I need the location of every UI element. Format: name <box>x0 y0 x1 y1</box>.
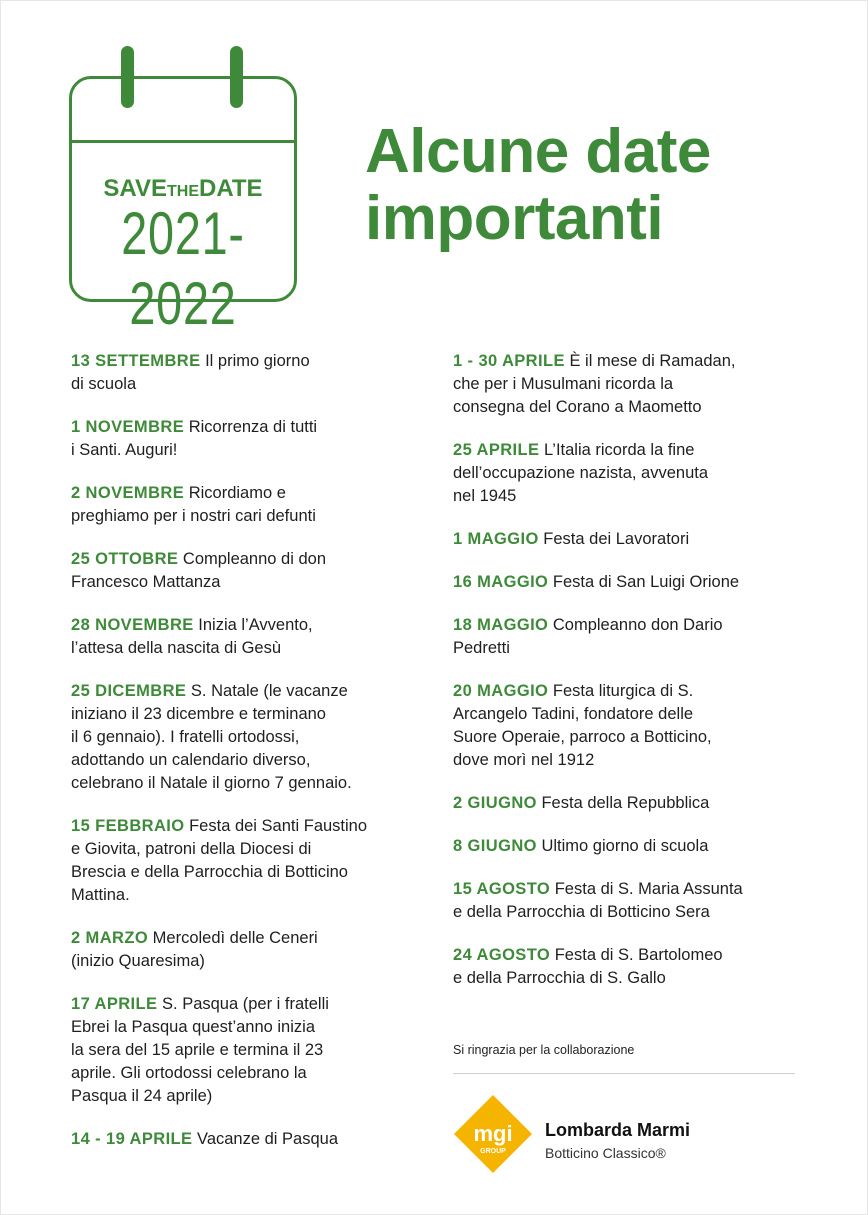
entry-date: 20 MAGGIO <box>453 682 549 700</box>
entry-date: 1 MAGGIO <box>453 530 539 548</box>
entry-description: Ricorrenza di tutti i Santi. Auguri! <box>71 418 318 459</box>
date-entry <box>453 614 803 660</box>
entry-description: Il primo giorno di scuola <box>71 352 310 393</box>
brand-name: Lombarda Marmi <box>545 1120 691 1140</box>
date-entry <box>453 439 803 508</box>
date-entry <box>453 350 803 419</box>
entry-date: 25 DICEMBRE <box>71 682 187 700</box>
entry-description: S. Natale (le vacanze iniziano il 23 dicembre e terminano il 6 gennaio). I fratelli ortodossi, adottando un calendario diverso, celebrano il Natale il giorno 7 gennaio. <box>71 682 352 792</box>
date-entry <box>71 1128 421 1151</box>
calendar-ring-left <box>121 46 134 108</box>
entry-description: L’Italia ricorda la fine dell’occupazione nazista, avvenuta nel 1945 <box>453 441 709 505</box>
date-entry <box>71 548 421 594</box>
brand-subtitle: Botticino Classico® <box>545 1145 666 1161</box>
date-entry <box>71 927 421 973</box>
logo-text: mgi <box>473 1121 513 1146</box>
date-entry <box>71 993 421 1108</box>
date-entry <box>71 680 421 795</box>
date-entry <box>71 482 421 528</box>
date-entry <box>453 792 803 815</box>
entry-date: 18 MAGGIO <box>453 616 549 634</box>
date-entry <box>453 680 803 772</box>
entry-date: 25 APRILE <box>453 441 540 459</box>
entry-date: 28 NOVEMBRE <box>71 616 194 634</box>
entry-description: È il mese di Ramadan, che per i Musulmani ricorda la consegna del Corano a Maometto <box>453 352 736 416</box>
thanks-note: Si ringrazia per la collaborazione <box>453 1043 635 1057</box>
entry-description: Compleanno don Dario Pedretti <box>453 616 723 657</box>
calendar-icon <box>69 76 297 337</box>
entry-date: 14 - 19 APRILE <box>71 1130 193 1148</box>
date-entry <box>71 416 421 462</box>
date-entry <box>71 815 421 907</box>
calendar-header-line <box>72 140 294 143</box>
entry-date: 15 FEBBRAIO <box>71 817 185 835</box>
entry-date: 24 AGOSTO <box>453 946 551 964</box>
entry-description: Vacanze di Pasqua <box>192 1130 338 1148</box>
date-entry <box>453 944 803 990</box>
entry-description: Inizia l’Avvento, l’attesa della nascita di Gesù <box>71 616 313 657</box>
page-title: Alcune date importanti <box>365 117 711 253</box>
entry-description: S. Pasqua (per i fratelli Ebrei la Pasqua quest’anno inizia la sera del 15 aprile e termina il 23 aprile. Gli ortodossi celebrano la Pasqua il 24 aprile) <box>71 995 329 1105</box>
dates-right-column <box>453 350 803 1010</box>
entry-date: 8 GIUGNO <box>453 837 537 855</box>
entry-date: 2 GIUGNO <box>453 794 537 812</box>
entry-description: Festa di San Luigi Orione <box>548 573 740 591</box>
entry-description: Festa dei Lavoratori <box>538 530 690 548</box>
save-the-date-label: SAVETHEDATE <box>103 175 263 202</box>
entry-description: Festa liturgica di S. Arcangelo Tadini, fondatore delle Suore Operaie, parroco a Botticino, dove morì nel 1912 <box>453 682 712 769</box>
entry-description: Festa di S. Bartolomeo e della Parrocchia di S. Gallo <box>453 946 723 987</box>
entry-description: Festa dei Santi Faustino e Giovita, patroni della Diocesi di Brescia e della Parrocchia di Botticino Mattina. <box>71 817 368 904</box>
entry-date: 16 MAGGIO <box>453 573 549 591</box>
date-entry <box>71 614 421 660</box>
entry-description: Ricordiamo e preghiamo per i nostri cari defunti <box>71 484 316 525</box>
date-entry <box>453 835 803 858</box>
entry-description: Ultimo giorno di scuola <box>536 837 709 855</box>
entry-date: 15 AGOSTO <box>453 880 551 898</box>
date-entry <box>71 350 421 396</box>
date-entry <box>453 878 803 924</box>
entry-date: 25 OTTOBRE <box>71 550 179 568</box>
entry-description: Compleanno di don Francesco Mattanza <box>71 550 326 591</box>
calendar-ring-right <box>230 46 243 108</box>
school-year: 2021-2022 <box>121 200 245 337</box>
date-entry <box>453 571 803 594</box>
entry-date: 2 MARZO <box>71 929 149 947</box>
mgi-logo-icon <box>454 1095 532 1173</box>
entry-description: Festa della Repubblica <box>536 794 710 812</box>
entry-date: 1 NOVEMBRE <box>71 418 185 436</box>
date-entry <box>453 528 803 551</box>
footer-divider <box>453 1073 795 1074</box>
logo-sub: GROUP <box>480 1148 506 1155</box>
entry-date: 2 NOVEMBRE <box>71 484 185 502</box>
entry-description: Mercoledì delle Ceneri (inizio Quaresima) <box>71 929 318 970</box>
entry-date: 1 - 30 APRILE <box>453 352 565 370</box>
entry-date: 13 SETTEMBRE <box>71 352 201 370</box>
entry-date: 17 APRILE <box>71 995 158 1013</box>
entry-description: Festa di S. Maria Assunta e della Parrocchia di Botticino Sera <box>453 880 743 921</box>
dates-left-column <box>71 350 421 1171</box>
